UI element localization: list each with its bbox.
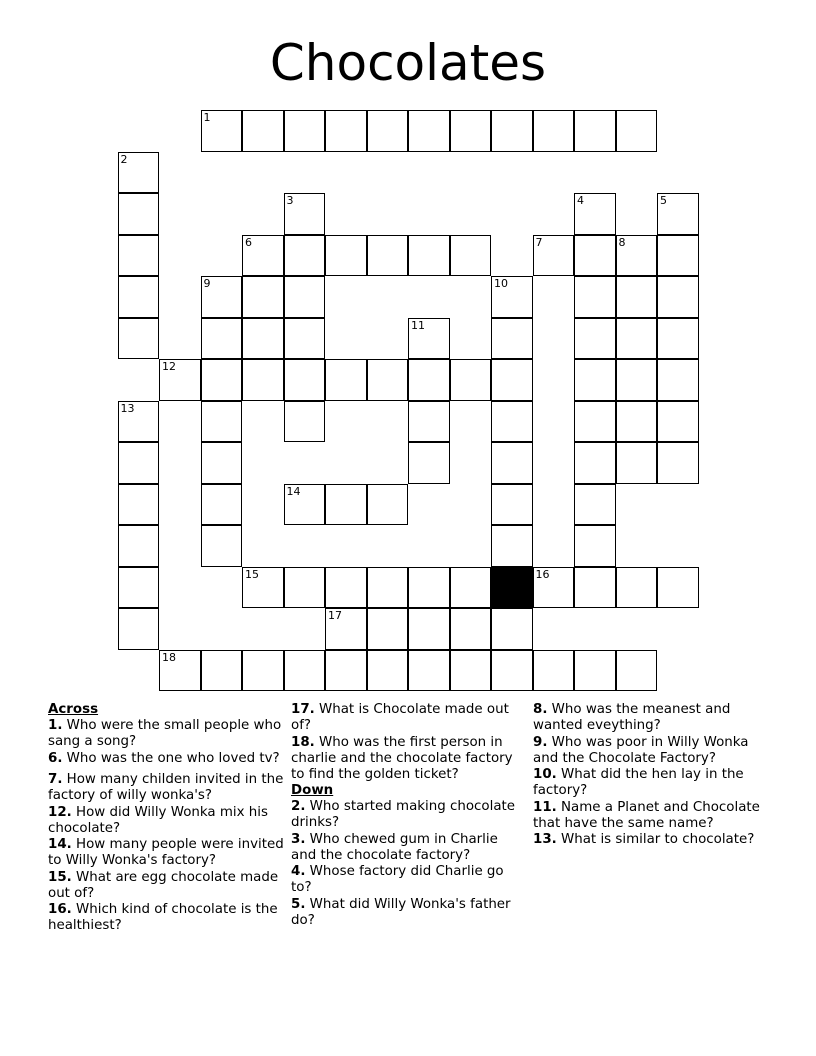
clue-number: 5 bbox=[660, 194, 667, 207]
grid-cell[interactable] bbox=[408, 650, 450, 692]
grid-cell[interactable] bbox=[574, 484, 616, 526]
grid-cell[interactable] bbox=[242, 650, 284, 692]
grid-cell[interactable] bbox=[325, 650, 367, 692]
grid-cell[interactable] bbox=[201, 276, 243, 318]
grid-cell[interactable] bbox=[491, 650, 533, 692]
grid-cell[interactable] bbox=[242, 359, 284, 401]
clue-number: 3 bbox=[286, 194, 294, 207]
grid-cell[interactable] bbox=[242, 318, 284, 360]
grid-cell[interactable] bbox=[491, 401, 533, 443]
grid-cell[interactable] bbox=[118, 525, 160, 567]
grid-cell[interactable] bbox=[284, 276, 326, 318]
clue-number: 11 bbox=[411, 318, 425, 332]
grid-cell[interactable] bbox=[284, 650, 326, 692]
grid-cell[interactable] bbox=[201, 401, 243, 443]
grid-cell[interactable] bbox=[616, 235, 658, 277]
grid-cell[interactable] bbox=[118, 152, 160, 194]
across-clue-12: 12. How did Willy Wonka mix his chocolate? bbox=[48, 804, 268, 836]
grid-cell[interactable] bbox=[118, 276, 160, 318]
grid-cell[interactable] bbox=[325, 110, 367, 152]
grid-cell[interactable] bbox=[657, 193, 699, 235]
grid-cell[interactable] bbox=[616, 318, 658, 360]
grid-cell[interactable] bbox=[118, 318, 160, 360]
grid-cell[interactable] bbox=[325, 359, 367, 401]
grid-cell[interactable] bbox=[201, 484, 243, 526]
grid-cell[interactable] bbox=[201, 359, 243, 401]
clue-number: 1 bbox=[203, 111, 211, 124]
grid-cell[interactable] bbox=[367, 359, 409, 401]
clue-number: 2 bbox=[120, 152, 128, 166]
across-clue-1: 1. Who were the small people who sang a song? bbox=[48, 718, 282, 749]
clue-column-1 bbox=[48, 702, 284, 935]
grid-cell[interactable] bbox=[242, 235, 284, 277]
clue-number: 14 bbox=[286, 484, 301, 498]
grid-cell[interactable] bbox=[284, 110, 326, 152]
grid-cell[interactable] bbox=[533, 235, 575, 277]
grid-cell[interactable] bbox=[408, 359, 450, 401]
grid-cell[interactable] bbox=[616, 359, 658, 401]
grid-cell[interactable] bbox=[408, 318, 450, 360]
grid-cell[interactable] bbox=[491, 608, 533, 650]
grid-cell[interactable] bbox=[325, 484, 367, 526]
grid-cell[interactable] bbox=[491, 110, 533, 152]
grid-cell[interactable] bbox=[657, 318, 699, 360]
grid-cell[interactable] bbox=[574, 235, 616, 277]
down-clue-4: 4. Whose factory did Charlie go to? bbox=[291, 864, 504, 895]
grid-cell[interactable] bbox=[450, 359, 492, 401]
clue-number: 18 bbox=[162, 650, 176, 664]
grid-cell[interactable] bbox=[574, 276, 616, 318]
grid-cell[interactable] bbox=[408, 608, 450, 650]
grid-cell[interactable] bbox=[657, 567, 699, 609]
grid-cell[interactable] bbox=[616, 442, 658, 484]
grid-cell[interactable] bbox=[325, 235, 367, 277]
grid-cell[interactable] bbox=[450, 608, 492, 650]
grid-cell[interactable] bbox=[657, 235, 699, 277]
down-clue-13: 13. What is similar to chocolate? bbox=[533, 832, 755, 847]
clue-column-2 bbox=[291, 702, 527, 929]
grid-cell[interactable] bbox=[118, 235, 160, 277]
grid-cell[interactable] bbox=[367, 650, 409, 692]
grid-cell[interactable] bbox=[201, 650, 243, 692]
grid-cell[interactable] bbox=[616, 276, 658, 318]
grid-cell[interactable] bbox=[574, 193, 616, 235]
grid-cell[interactable] bbox=[574, 318, 616, 360]
clue-number: 17 bbox=[328, 609, 342, 622]
grid-cell[interactable] bbox=[201, 318, 243, 360]
grid-cell[interactable] bbox=[242, 276, 284, 318]
grid-cell[interactable] bbox=[408, 110, 450, 152]
down-clue-10: 10. What did the hen lay in the factory? bbox=[533, 767, 744, 798]
across-clue-16: 16. Which kind of chocolate is the healthiest? bbox=[48, 902, 278, 933]
grid-cell[interactable] bbox=[284, 359, 326, 401]
clue-number: 16 bbox=[535, 567, 550, 581]
grid-cell[interactable] bbox=[657, 401, 699, 443]
grid-cell[interactable] bbox=[118, 608, 160, 650]
grid-cell[interactable] bbox=[284, 401, 326, 443]
grid-cell[interactable] bbox=[533, 567, 575, 609]
grid-cell[interactable] bbox=[408, 442, 450, 484]
grid-cell[interactable] bbox=[201, 525, 243, 567]
grid-cell[interactable] bbox=[450, 567, 492, 609]
grid-cell[interactable] bbox=[242, 567, 284, 609]
grid-cell[interactable] bbox=[284, 484, 326, 526]
across-clue-7: 7. How many childen invited in the factory of willy wonka's? bbox=[48, 772, 284, 803]
grid-cell[interactable] bbox=[159, 359, 201, 401]
grid-cell[interactable] bbox=[574, 359, 616, 401]
grid-cell[interactable] bbox=[491, 442, 533, 484]
clue-number: 15 bbox=[245, 567, 259, 581]
clue-number: 13 bbox=[120, 401, 135, 415]
down-heading: Down bbox=[291, 783, 334, 798]
down-clue-11: 11. Name a Planet and Chocolate that have the same name? bbox=[533, 799, 760, 831]
across-clue-14: 14. How many people were invited to Willy Wonka's factory? bbox=[48, 837, 284, 868]
grid-cell[interactable] bbox=[574, 525, 616, 567]
grid-cell[interactable] bbox=[616, 110, 658, 152]
grid-cell[interactable] bbox=[159, 650, 201, 692]
clue-column-3 bbox=[533, 702, 769, 849]
clue-number: 12 bbox=[162, 360, 176, 373]
down-clue-8: 8. Who was the meanest and wanted eveything? bbox=[533, 702, 731, 733]
down-clue-5: 5. What did Willy Wonka's father do? bbox=[291, 896, 511, 928]
grid-cell[interactable] bbox=[118, 193, 160, 235]
grid-cell[interactable] bbox=[118, 401, 160, 443]
clue-number: 9 bbox=[203, 277, 211, 290]
clue-number: 6 bbox=[245, 235, 252, 249]
grid-cell[interactable] bbox=[450, 235, 492, 277]
clue-number: 7 bbox=[535, 235, 543, 249]
across-clue-15: 15. What are egg chocolate made out of? bbox=[48, 869, 279, 901]
grid-cell[interactable] bbox=[574, 567, 616, 609]
grid-cell[interactable] bbox=[367, 567, 409, 609]
grid-cell[interactable] bbox=[574, 401, 616, 443]
grid-cell[interactable] bbox=[408, 567, 450, 609]
grid-cell[interactable] bbox=[118, 484, 160, 526]
grid-cell[interactable] bbox=[201, 442, 243, 484]
grid-cell[interactable] bbox=[574, 650, 616, 692]
grid-cell[interactable] bbox=[325, 608, 367, 650]
grid-cell[interactable] bbox=[616, 567, 658, 609]
across-clue-17: 17. What is Chocolate made out of? bbox=[291, 702, 509, 733]
grid-cell[interactable] bbox=[325, 567, 367, 609]
grid-cell[interactable] bbox=[533, 110, 575, 152]
grid-cell[interactable] bbox=[118, 567, 160, 609]
grid-cell[interactable] bbox=[616, 650, 658, 692]
grid-cell[interactable] bbox=[657, 442, 699, 484]
grid-cell[interactable] bbox=[284, 318, 326, 360]
grid-cell[interactable] bbox=[118, 442, 160, 484]
grid-cell[interactable] bbox=[367, 608, 409, 650]
grid-cell[interactable] bbox=[284, 193, 326, 235]
across-clue-6: 6. Who was the one who loved tv? bbox=[48, 750, 280, 766]
clue-number: 10 bbox=[494, 277, 508, 290]
down-clue-9: 9. Who was poor in Willy Wonka and the Chocolate Factory? bbox=[533, 734, 749, 766]
grid-cell[interactable] bbox=[491, 276, 533, 318]
grid-cell[interactable] bbox=[408, 235, 450, 277]
grid-cell[interactable] bbox=[533, 650, 575, 692]
grid-cell[interactable] bbox=[491, 359, 533, 401]
grid-cell[interactable] bbox=[657, 359, 699, 401]
grid-cell[interactable] bbox=[574, 442, 616, 484]
down-clue-2: 2. Who started making chocolate drinks? bbox=[291, 799, 516, 830]
grid-cell[interactable] bbox=[408, 401, 450, 443]
grid-cell[interactable] bbox=[491, 484, 533, 526]
grid-cell[interactable] bbox=[201, 110, 243, 152]
across-clue-18: 18. Who was the first person in charlie and the chocolate factory to find the golden ticket? bbox=[291, 734, 513, 782]
grid-cell[interactable] bbox=[242, 110, 284, 152]
across-heading: Across bbox=[48, 702, 99, 717]
puzzle-title: Chocolates bbox=[269, 34, 547, 92]
grid-cell[interactable] bbox=[450, 110, 492, 152]
grid-cell[interactable] bbox=[284, 235, 326, 277]
down-clue-3: 3. Who chewed gum in Charlie and the chocolate factory? bbox=[291, 831, 498, 863]
grid-cell[interactable] bbox=[367, 235, 409, 277]
black-cell bbox=[491, 567, 533, 609]
clue-number: 4 bbox=[577, 194, 584, 207]
grid-cell[interactable] bbox=[367, 110, 409, 152]
grid-cell[interactable] bbox=[616, 401, 658, 443]
grid-cell[interactable] bbox=[491, 318, 533, 360]
grid-cell[interactable] bbox=[284, 567, 326, 609]
clue-number: 8 bbox=[618, 235, 626, 249]
grid-cell[interactable] bbox=[574, 110, 616, 152]
grid-cell[interactable] bbox=[491, 525, 533, 567]
grid-cell[interactable] bbox=[450, 650, 492, 692]
grid-cell[interactable] bbox=[657, 276, 699, 318]
grid-cell[interactable] bbox=[367, 484, 409, 526]
